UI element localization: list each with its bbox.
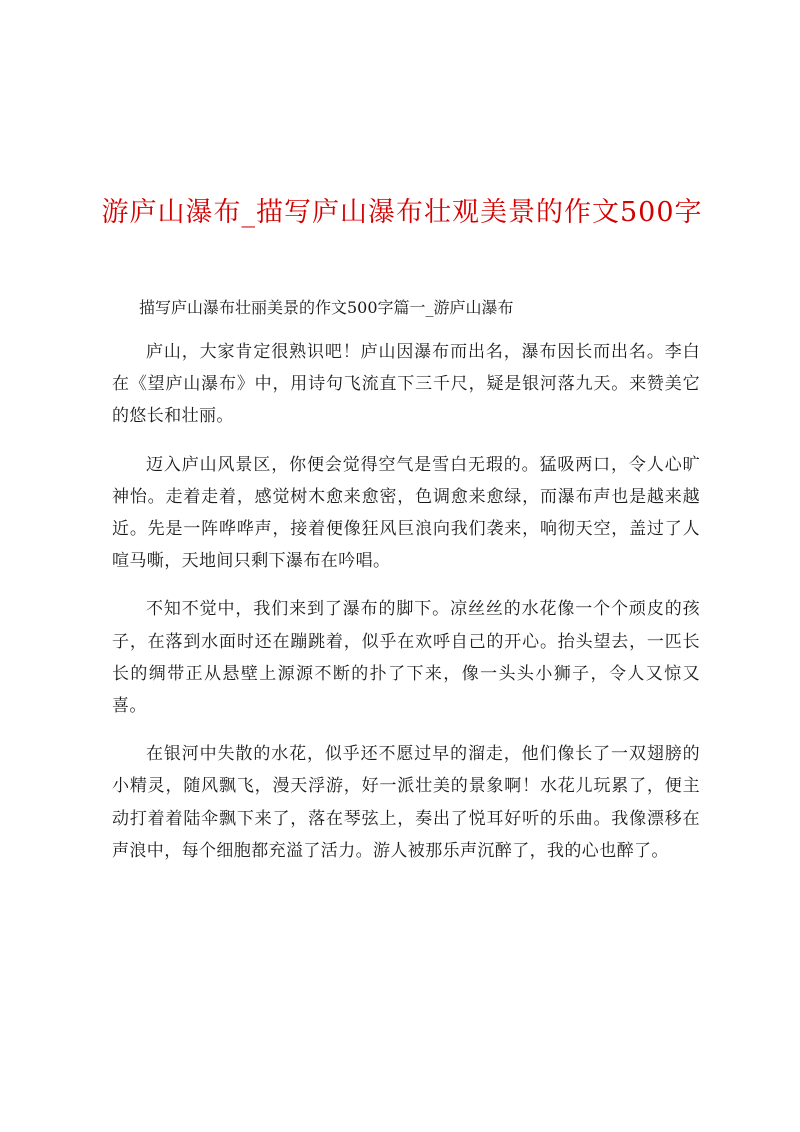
document-title: 游庐山瀑布_描写庐山瀑布壮观美景的作文500字: [101, 197, 703, 229]
paragraph-2: 迈入庐山风景区，你便会觉得空气是雪白无瑕的。猛吸两口，令人心旷神怡。走着走着，感觉树木愈来愈密，色调愈来愈绿，而瀑布声也是越来越近。先是一阵哗哗声，接着便像狂风巨浪向我们袭来，响彻天空，盖过了人喧马嘶，天地间只剩下瀑布在吟唱。: [112, 454, 700, 572]
document-body: [112, 336, 700, 883]
document-subtitle: 描写庐山瀑布壮丽美景的作文500字篇一_游庐山瀑布: [139, 298, 514, 317]
paragraph-1: 庐山，大家肯定很熟识吧！庐山因瀑布而出名，瀑布因长而出名。李白在《望庐山瀑布》中，用诗句飞流直下三千尺，疑是银河落九天。来赞美它的悠长和壮丽。: [112, 342, 700, 427]
paragraph-3: 不知不觉中，我们来到了瀑布的脚下。凉丝丝的水花像一个个顽皮的孩子，在落到水面时还在蹦跳着，似乎在欢呼自己的开心。抬头望去，一匹长长的绸带正从悬壁上源源不断的扑了下来，像一头头小狮子，令人又惊又喜。: [112, 599, 700, 717]
paragraph-4: 在银河中失散的水花，似乎还不愿过早的溜走，他们像长了一双翅膀的小精灵，随风飘飞，漫天浮游，好一派壮美的景象啊！水花儿玩累了，便主动打着着陆伞飘下来了，落在琴弦上，奏出了悦耳好听的乐曲。我像漂移在声浪中，每个细胞都充溢了活力。游人被那乐声沉醉了，我的心也醉了。: [112, 744, 700, 861]
